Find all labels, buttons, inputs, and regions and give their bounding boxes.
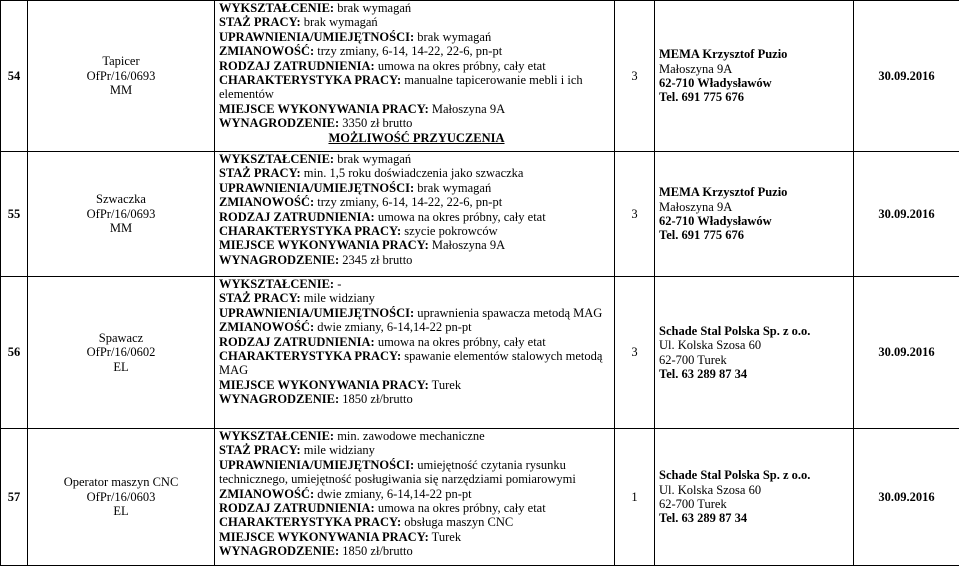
experience-value: mile widziany — [303, 291, 375, 306]
workplace-line: MIEJSCE WYKONYWANIA PRACY: Małoszyna 9A — [219, 101, 506, 116]
position-title: Spawacz — [98, 330, 144, 345]
unit-code: MM — [109, 83, 133, 98]
employer-phone: Tel. 691 775 676 — [659, 90, 744, 105]
qualifications-line: UPRAWNIENIA/UMIEJĘTNOŚCI: brak wymagań — [219, 180, 492, 195]
experience-value: brak wymagań — [303, 15, 378, 30]
position-title: Szwaczka — [96, 192, 146, 207]
job-description-line: CHARAKTERYSTYKA PRACY: spawanie elementów stalowych metodą MAG — [219, 349, 603, 378]
education-line: WYKSZTAŁCENIE: brak wymagań — [219, 1, 412, 15]
offer-id: OfPr/16/0693 — [86, 206, 156, 221]
position-cell — [28, 152, 215, 277]
workplace-value: Małoszyna 9A — [431, 101, 506, 116]
employer-phone: Tel. 691 775 676 — [659, 228, 744, 243]
offer-date: 30.09.2016 — [854, 277, 959, 429]
salary-line: WYNAGRODZENIE: 1850 zł/brutto — [219, 544, 413, 559]
vacancy-count: 1 — [615, 429, 655, 566]
employer-cell — [655, 152, 854, 277]
employer-name: MEMA Krzysztof Puzio — [659, 47, 788, 62]
workplace-line: MIEJSCE WYKONYWANIA PRACY: Małoszyna 9A — [219, 238, 506, 253]
table-row — [1, 429, 959, 566]
employment-type-line: RODZAJ ZATRUDNIENIA: umowa na okres próbny, cały etat — [219, 58, 546, 73]
education-line: WYKSZTAŁCENIE: brak wymagań — [219, 152, 412, 166]
shifts-line: ZMIANOWOŚĆ: trzy zmiany, 6-14, 14-22, 22-6, pn-pt — [219, 44, 503, 59]
qualifications-value: brak wymagań — [417, 180, 492, 195]
salary-line: WYNAGRODZENIE: 3350 zł brutto — [219, 116, 413, 131]
salary-value: 3350 zł brutto — [342, 116, 413, 131]
employer-address-city: 62-710 Władysławów — [659, 214, 772, 228]
requirements-cell — [215, 1, 615, 152]
employment-type-line: RODZAJ ZATRUDNIENIA: umowa na okres próbny, cały etat — [219, 334, 546, 349]
row-number: 54 — [1, 1, 28, 152]
qualifications-value: brak wymagań — [417, 29, 492, 44]
position-cell — [28, 1, 215, 152]
employer-address-city: 62-700 Turek — [659, 497, 727, 511]
unit-code: EL — [113, 359, 129, 374]
education-value: - — [337, 277, 342, 291]
table-row — [1, 277, 959, 429]
employment-type-value: umowa na okres próbny, cały etat — [377, 334, 546, 349]
employment-type-line: RODZAJ ZATRUDNIENIA: umowa na okres próbny, cały etat — [219, 209, 546, 224]
education-line: WYKSZTAŁCENIE: - — [219, 277, 342, 291]
employer-address-street: Małoszyna 9A — [659, 61, 733, 76]
employer-address-city: 62-700 Turek — [659, 352, 727, 367]
experience-line: STAŻ PRACY: mile widziany — [219, 443, 375, 458]
unit-code: EL — [113, 504, 129, 519]
job-description-line: CHARAKTERYSTYKA PRACY: manualne tapicerowanie mebli i ich elementów — [219, 73, 583, 102]
shifts-value: trzy zmiany, 6-14, 14-22, 22-6, pn-pt — [317, 44, 503, 59]
position-cell — [28, 277, 215, 429]
experience-line: STAŻ PRACY: min. 1,5 roku doświadczenia jako szwaczka — [219, 166, 524, 181]
workplace-line: MIEJSCE WYKONYWANIA PRACY: Turek — [219, 377, 462, 392]
employer-phone: Tel. 63 289 87 34 — [659, 366, 748, 381]
employer-cell — [655, 429, 854, 566]
employer-name: Schade Stal Polska Sp. z o.o. — [659, 323, 811, 338]
offer-id: OfPr/16/0693 — [86, 68, 156, 83]
shifts-value: trzy zmiany, 6-14, 14-22, 22-6, pn-pt — [317, 195, 503, 210]
offer-date: 30.09.2016 — [854, 152, 959, 277]
workplace-value: Turek — [431, 377, 462, 392]
experience-line: STAŻ PRACY: mile widziany — [219, 291, 375, 306]
shifts-value: dwie zmiany, 6-14,14-22 pn-pt — [317, 486, 472, 501]
vacancy-count: 3 — [615, 277, 655, 429]
employer-address-city: 62-710 Władysławów — [659, 76, 772, 90]
education-line: WYKSZTAŁCENIE: min. zawodowe mechaniczne — [219, 429, 485, 443]
education-value: brak wymagań — [337, 1, 412, 15]
shifts-line: ZMIANOWOŚĆ: dwie zmiany, 6-14,14-22 pn-pt — [219, 486, 472, 501]
employer-cell — [655, 1, 854, 152]
job-description-value: spawanie elementów stalowych metodą MAG — [219, 349, 603, 378]
workplace-value: Małoszyna 9A — [431, 238, 506, 253]
shifts-line: ZMIANOWOŚĆ: dwie zmiany, 6-14,14-22 pn-pt — [219, 320, 472, 335]
position-title: Operator maszyn CNC — [63, 475, 179, 490]
row-number: 55 — [1, 152, 28, 277]
requirements-cell — [215, 429, 615, 566]
position-title: Tapicer — [102, 54, 140, 69]
job-description-line: CHARAKTERYSTYKA PRACY: obsługa maszyn CNC — [219, 515, 514, 530]
employment-type-line: RODZAJ ZATRUDNIENIA: umowa na okres próbny, cały etat — [219, 501, 546, 516]
employment-type-value: umowa na okres próbny, cały etat — [377, 58, 546, 73]
employer-address-street: Ul. Kolska Szosa 60 — [659, 482, 762, 497]
employer-name: Schade Stal Polska Sp. z o.o. — [659, 468, 811, 483]
salary-value: 1850 zł/brutto — [342, 392, 413, 407]
salary-line: WYNAGRODZENIE: 2345 zł brutto — [219, 252, 413, 267]
experience-value: mile widziany — [303, 443, 375, 458]
training-note: MOŻLIWOŚĆ PRZYUCZENIA — [328, 130, 505, 145]
employer-phone: Tel. 63 289 87 34 — [659, 511, 748, 526]
offer-id: OfPr/16/0603 — [86, 489, 156, 504]
shifts-line: ZMIANOWOŚĆ: trzy zmiany, 6-14, 14-22, 22-6, pn-pt — [219, 195, 503, 210]
position-cell — [28, 429, 215, 566]
education-value: brak wymagań — [337, 152, 412, 166]
offer-id: OfPr/16/0602 — [86, 345, 156, 360]
salary-value: 2345 zł brutto — [342, 252, 413, 267]
employment-type-value: umowa na okres próbny, cały etat — [377, 209, 546, 224]
unit-code: MM — [109, 221, 133, 236]
qualifications-line: UPRAWNIENIA/UMIEJĘTNOŚCI: brak wymagań — [219, 29, 492, 44]
workplace-line: MIEJSCE WYKONYWANIA PRACY: Turek — [219, 529, 462, 544]
table-row — [1, 152, 959, 277]
salary-line: WYNAGRODZENIE: 1850 zł/brutto — [219, 392, 413, 407]
job-description-value: manualne tapicerowanie mebli i ich elementów — [219, 73, 583, 102]
requirements-cell — [215, 277, 615, 429]
salary-value: 1850 zł/brutto — [342, 544, 413, 559]
employment-type-value: umowa na okres próbny, cały etat — [377, 501, 546, 516]
qualifications-line: UPRAWNIENIA/UMIEJĘTNOŚCI: uprawnienia spawacza metodą MAG — [219, 305, 603, 320]
employer-address-street: Małoszyna 9A — [659, 199, 733, 214]
employer-address-street: Ul. Kolska Szosa 60 — [659, 338, 762, 353]
job-description-value: szycie pokrowców — [404, 224, 498, 239]
workplace-value: Turek — [431, 529, 462, 544]
qualifications-value: uprawnienia spawacza metodą MAG — [417, 305, 603, 320]
qualifications-line: UPRAWNIENIA/UMIEJĘTNOŚCI: umiejętność czytania rysunku technicznego, umiejętność posługiwania się narzędziami pomiarowymi — [219, 457, 576, 487]
job-description-value: obsługa maszyn CNC — [404, 515, 514, 530]
requirements-cell — [215, 152, 615, 277]
education-value: min. zawodowe mechaniczne — [337, 429, 485, 443]
job-description-line: CHARAKTERYSTYKA PRACY: szycie pokrowców — [219, 224, 498, 239]
experience-line: STAŻ PRACY: brak wymagań — [219, 15, 378, 30]
vacancy-count: 3 — [615, 1, 655, 152]
employer-name: MEMA Krzysztof Puzio — [659, 185, 788, 200]
table-row — [1, 1, 959, 152]
row-number: 56 — [1, 277, 28, 429]
offer-date: 30.09.2016 — [854, 1, 959, 152]
offer-date: 30.09.2016 — [854, 429, 959, 566]
vacancy-count: 3 — [615, 152, 655, 277]
row-number: 57 — [1, 429, 28, 566]
shifts-value: dwie zmiany, 6-14,14-22 pn-pt — [317, 320, 472, 335]
experience-value: min. 1,5 roku doświadczenia jako szwaczka — [303, 166, 524, 181]
employer-cell — [655, 277, 854, 429]
qualifications-value: umiejętność czytania rysunku technicznego, umiejętność posługiwania się narzędziami pomiarowymi — [219, 457, 576, 487]
